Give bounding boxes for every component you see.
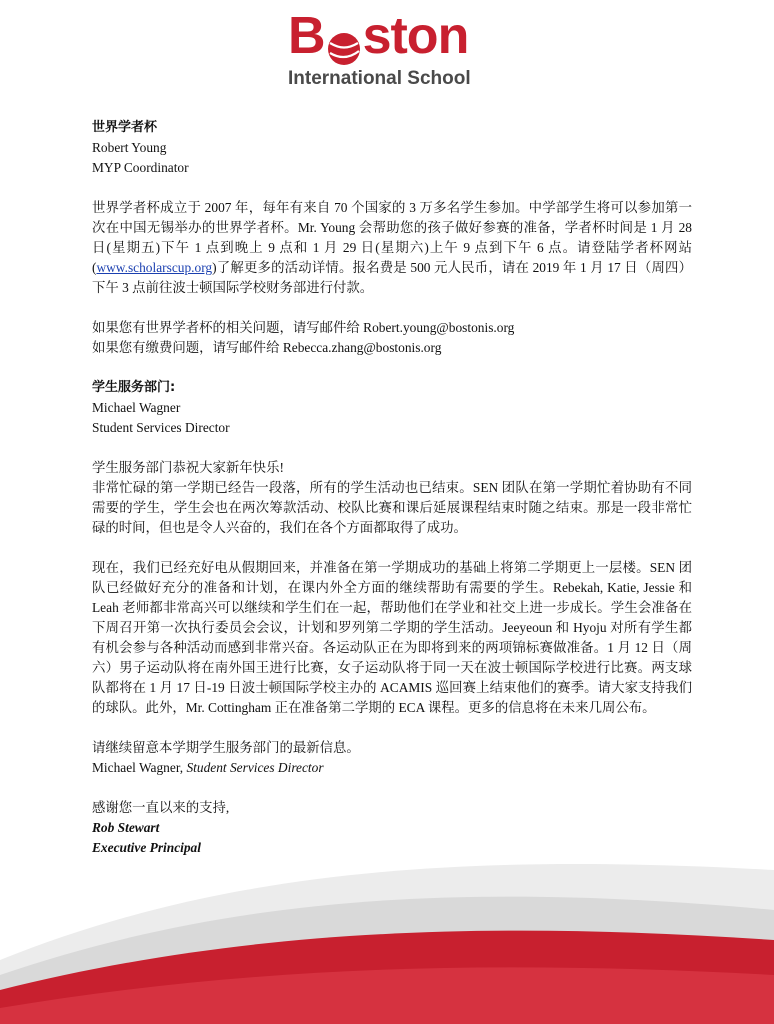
section2-name: Michael Wagner [92,400,181,415]
logo-subtitle: International School [288,68,471,89]
section1-paragraph [92,198,692,298]
section2-sign-name: Michael Wagner, [92,760,187,775]
section1-name: Robert Young [92,140,167,155]
section1-heading: 世界学者杯 [92,120,158,135]
section1-role: MYP Coordinator [92,160,189,175]
scholars-cup-link[interactable]: www.scholarscup.org [96,260,213,275]
principal-title: Executive Principal [92,840,201,855]
closing-thanks: 感谢您一直以来的支持, [92,800,230,815]
contact-line-2: 如果您有缴费问题，请写邮件给 Rebecca.zhang@bostonis.org [92,340,442,355]
logo-letter-b: B [288,7,325,65]
section2-signature [92,758,692,778]
section2-role: Student Services Director [92,420,230,435]
section2-greeting: 学生服务部门恭祝大家新年快乐! [92,460,284,475]
footer-wave-decoration [0,840,774,1024]
section1-para-text-2: )了解更多的活动详情。报名费是 500 元人民币，请在 2019 年 1 月 17 日（周四）下午 3 点前往波士顿国际学校财务部进行付款。 [92,260,692,295]
section2-closing-note: 请继续留意本学期学生服务部门的最新信息。 [92,740,360,755]
logo-wordmark [288,6,488,66]
section2-sign-title: Student Services Director [186,760,324,775]
section2-heading: 学生服务部门: [92,380,176,395]
principal-name: Rob Stewart [92,820,160,835]
school-logo [0,0,774,100]
section2-paragraph-1: 非常忙碌的第一学期已经告一段落，所有的学生活动也已结束。SEN 团队在第一学期忙着协助有不同需要的学生，学生会也在两次筹款活动、校队比赛和课后延展课程结束时随之结束。那是一段非常忙碌的时间，但也是令人兴奋的，我们在各个方面都取得了成功。 [92,480,692,535]
section1-para-text-1: 世界学者杯成立于 2007 年，每年有来自 70 个国家的 3 万多名学生参加。中学部学生将可以参加第一次在中国无锡举办的世界学者杯。Mr. Young 会帮助您的孩子做好参赛的准备，学者杯时间是 1 月 28 日(星期五)下午 1 点到晚上 9 点和 1 月 29 日(星期六)上午 9 点到下午 6 点。请登陆学者杯网站( [92,200,692,275]
contact-line-1: 如果您有世界学者杯的相关问题，请写邮件给 Robert.young@bostonis.org [92,320,515,335]
section2-paragraph-2: 现在，我们已经充好电从假期回来，并准备在第一学期成功的基础上将第二学期更上一层楼。SEN 团队已经做好充分的准备和计划，在课内外全方面的继续帮助有需要的学生。Rebekah, Katie, Jessie 和 Leah 老师都非常高兴可以继续和学生们在一起，帮助他们在学业和社交上进一步成长。学生会准备在下周召开第一次执行委员会会议，计划和罗列第二学期的学生活动。Jeeyeoun 和 Hyoju 对所有学生都有机会参与各种活动而感到非常兴奋。各运动队正在为即将到来的两项锦标赛做准备。1 月 12 日（周六）男子运动队将在南外国王进行比赛，女子运动队将于同一天在波士顿国际学校进行比赛。两支球队都将在 1 月 17 日-19 日波士顿国际学校主办的 ACAMIS 巡回赛上结束他们的赛季。请大家支持我们的球队。此外，Mr. Cottingham 正在准备第二学期的 ECA 课程。更多的信息将在未来几周公布。 [92,560,692,715]
letter-body [92,118,692,858]
logo-letters-ston: ston [362,7,469,65]
basketball-icon [326,20,362,56]
